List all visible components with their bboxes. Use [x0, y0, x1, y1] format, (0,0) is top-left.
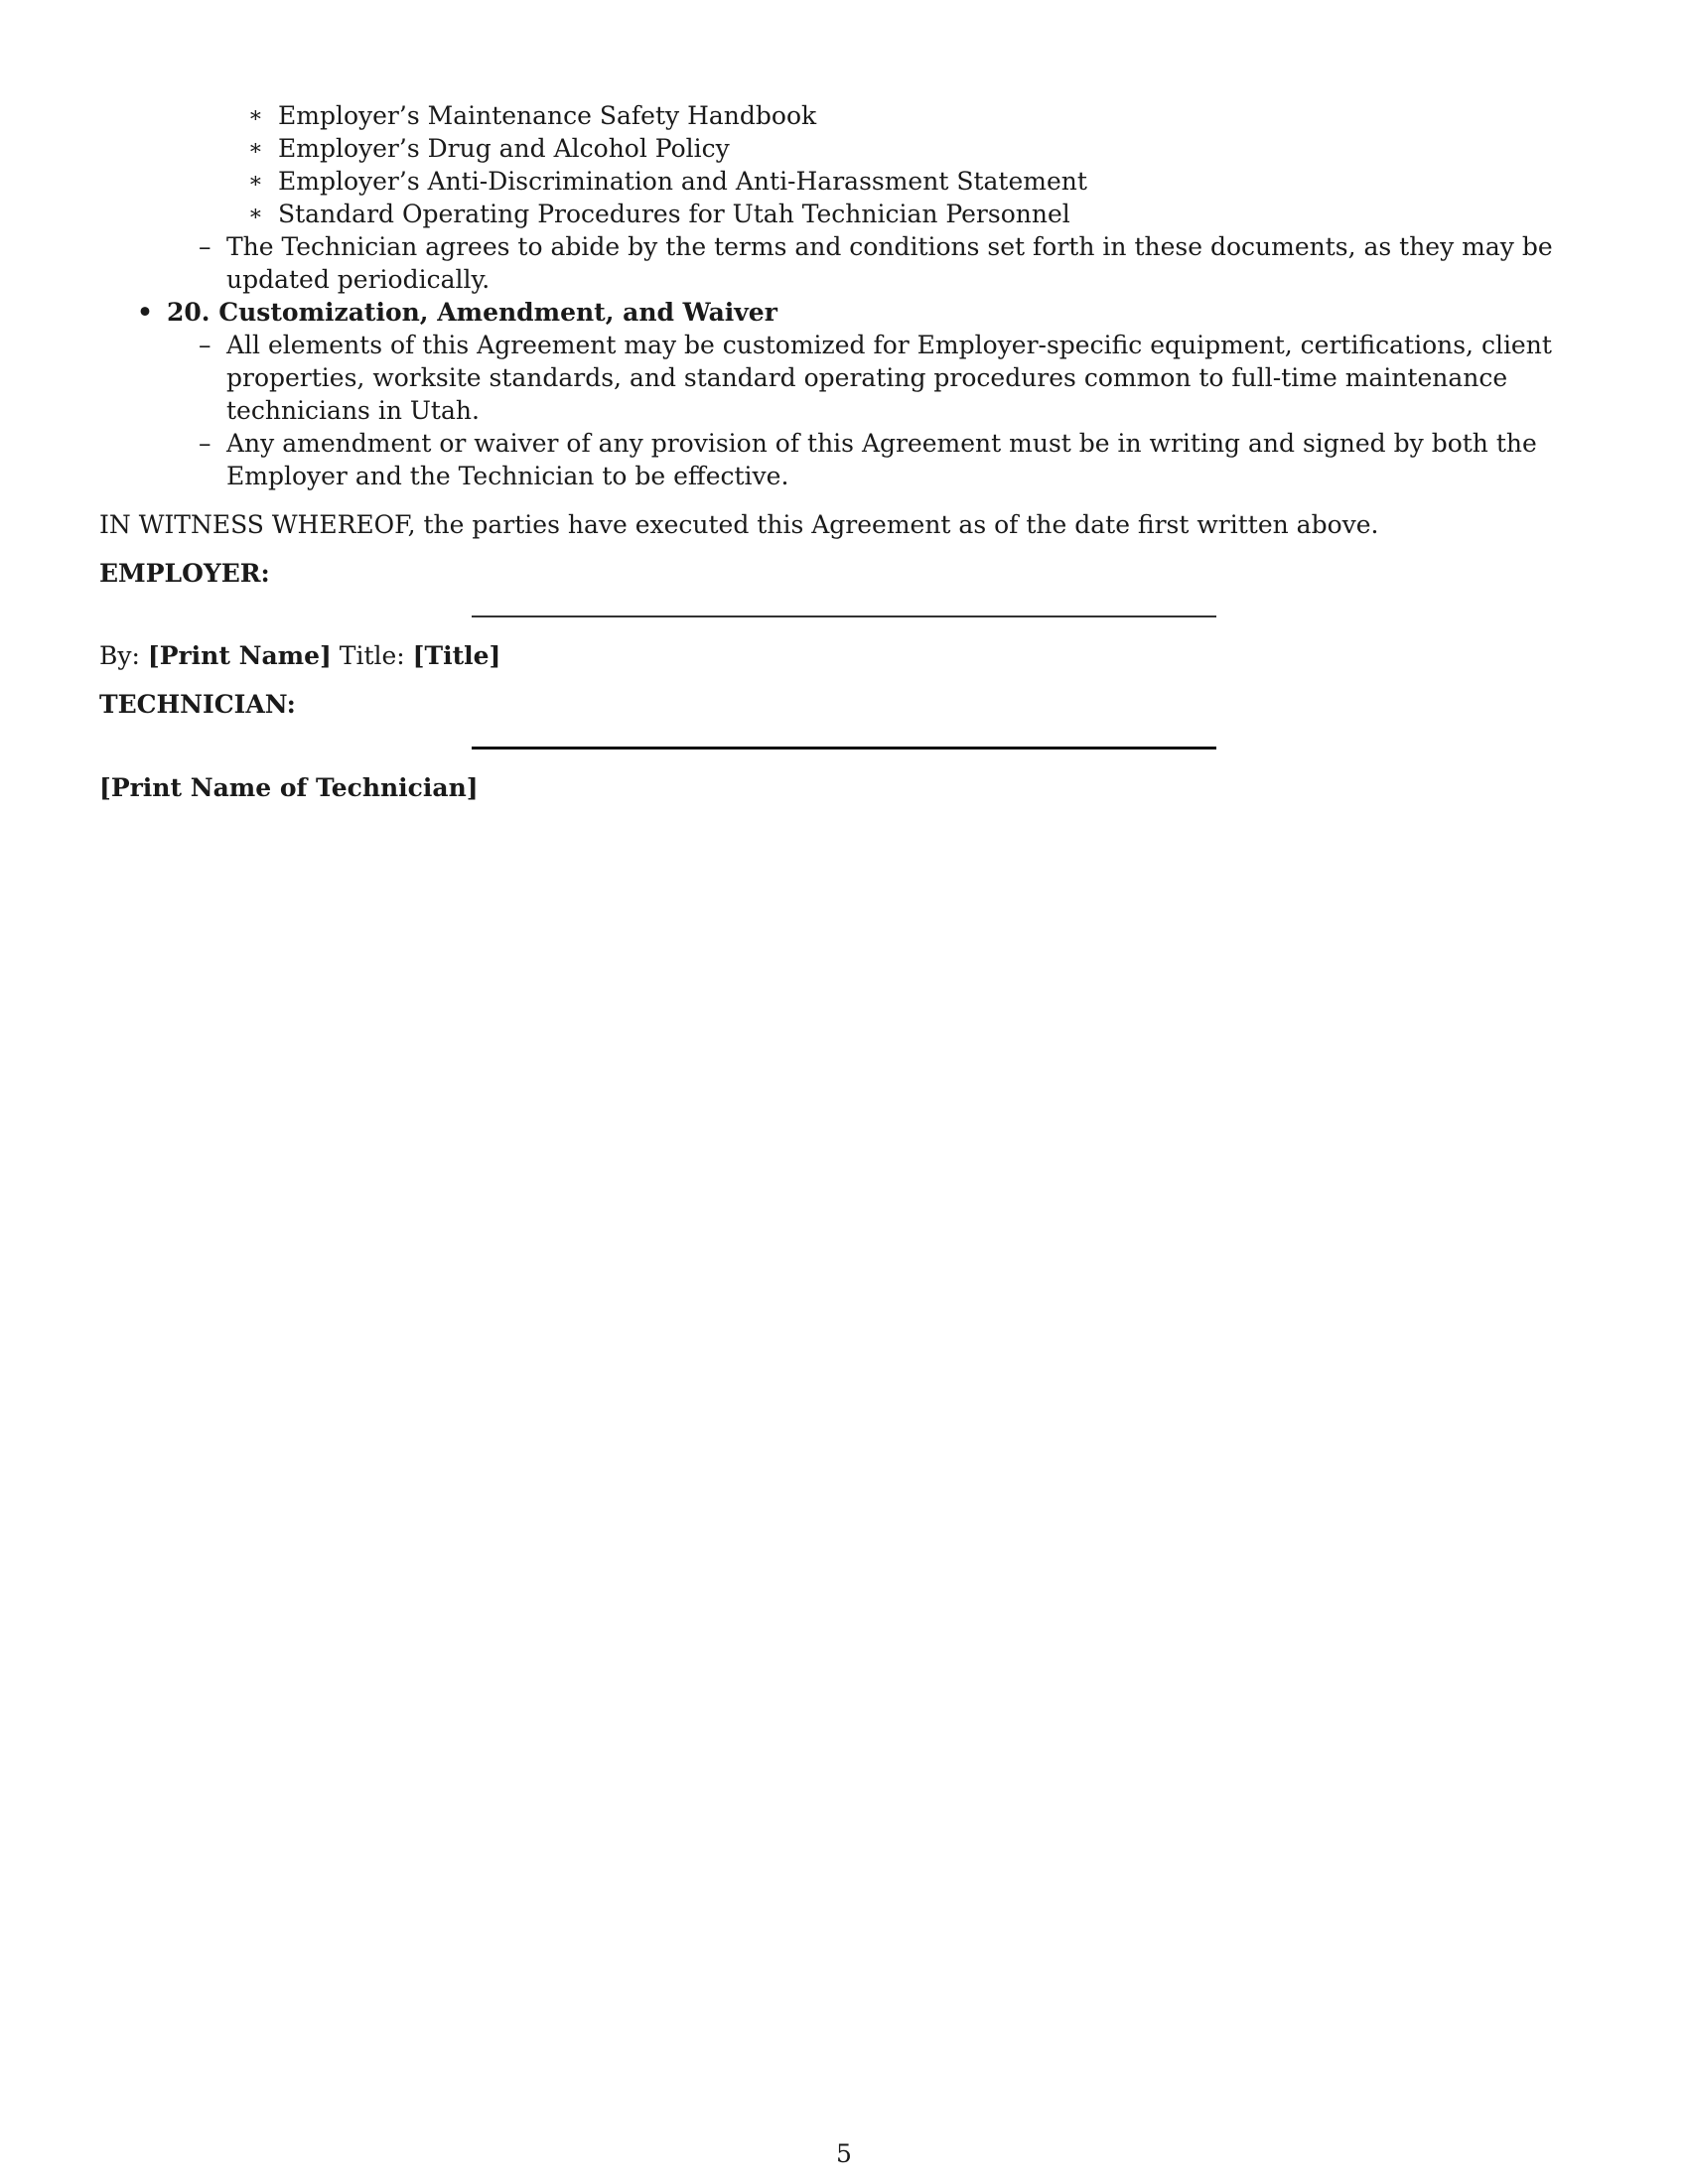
employer-print-name: [Print Name] — [147, 641, 332, 670]
section-20-item: – Any amendment or waiver of any provision of this Agreement must be in writing and signed by both the Employer and the Technician to be effective. — [199, 429, 1537, 490]
dash-bullet-icon: – — [199, 429, 211, 458]
employer-label: EMPLOYER: — [99, 559, 270, 588]
page-number: 5 — [836, 2139, 852, 2168]
asterisk-bullet-icon: ∗ — [248, 136, 263, 161]
policy-note-list — [99, 230, 1589, 296]
section-20-heading: • 20. Customization, Amendment, and Waiver — [137, 298, 777, 327]
dash-bullet-icon: – — [199, 232, 211, 261]
policy-note: – The Technician agrees to abide by the terms and conditions set forth in these documents, as they may be updated periodically. — [199, 232, 1553, 294]
policy-item: ∗ Employer’s Anti-Discrimination and Anti-Harassment Statement — [248, 167, 1087, 196]
asterisk-bullet-icon: ∗ — [248, 202, 263, 226]
employer-title: [Title] — [412, 641, 501, 670]
witness-statement: IN WITNESS WHEREOF, the parties have executed this Agreement as of the date first written above. — [99, 510, 1379, 539]
technician-signature-line[interactable] — [472, 747, 1216, 750]
technician-print-name: [Print Name of Technician] — [99, 773, 479, 802]
asterisk-bullet-icon: ∗ — [248, 169, 263, 194]
section-20-items — [99, 329, 1589, 492]
employer-by-row: By: [Print Name] Title: [Title] — [99, 641, 501, 670]
technician-label: TECHNICIAN: — [99, 690, 296, 719]
round-bullet-icon: • — [137, 298, 153, 327]
policy-list — [99, 99, 1589, 230]
document-page — [99, 99, 1589, 804]
asterisk-bullet-icon: ∗ — [248, 103, 263, 128]
dash-bullet-icon: – — [199, 331, 211, 359]
section-20-item: – All elements of this Agreement may be customized for Employer-specific equipment, certifications, client properties, worksite standards, and standard operating procedures common to full-time maintenance technicians in Utah. — [199, 331, 1552, 425]
policy-item: ∗ Employer’s Drug and Alcohol Policy — [248, 134, 730, 163]
employer-signature-line[interactable] — [472, 615, 1216, 617]
policy-item: ∗ Standard Operating Procedures for Utah Technician Personnel — [248, 200, 1070, 228]
policy-item: ∗ Employer’s Maintenance Safety Handbook — [248, 101, 817, 130]
